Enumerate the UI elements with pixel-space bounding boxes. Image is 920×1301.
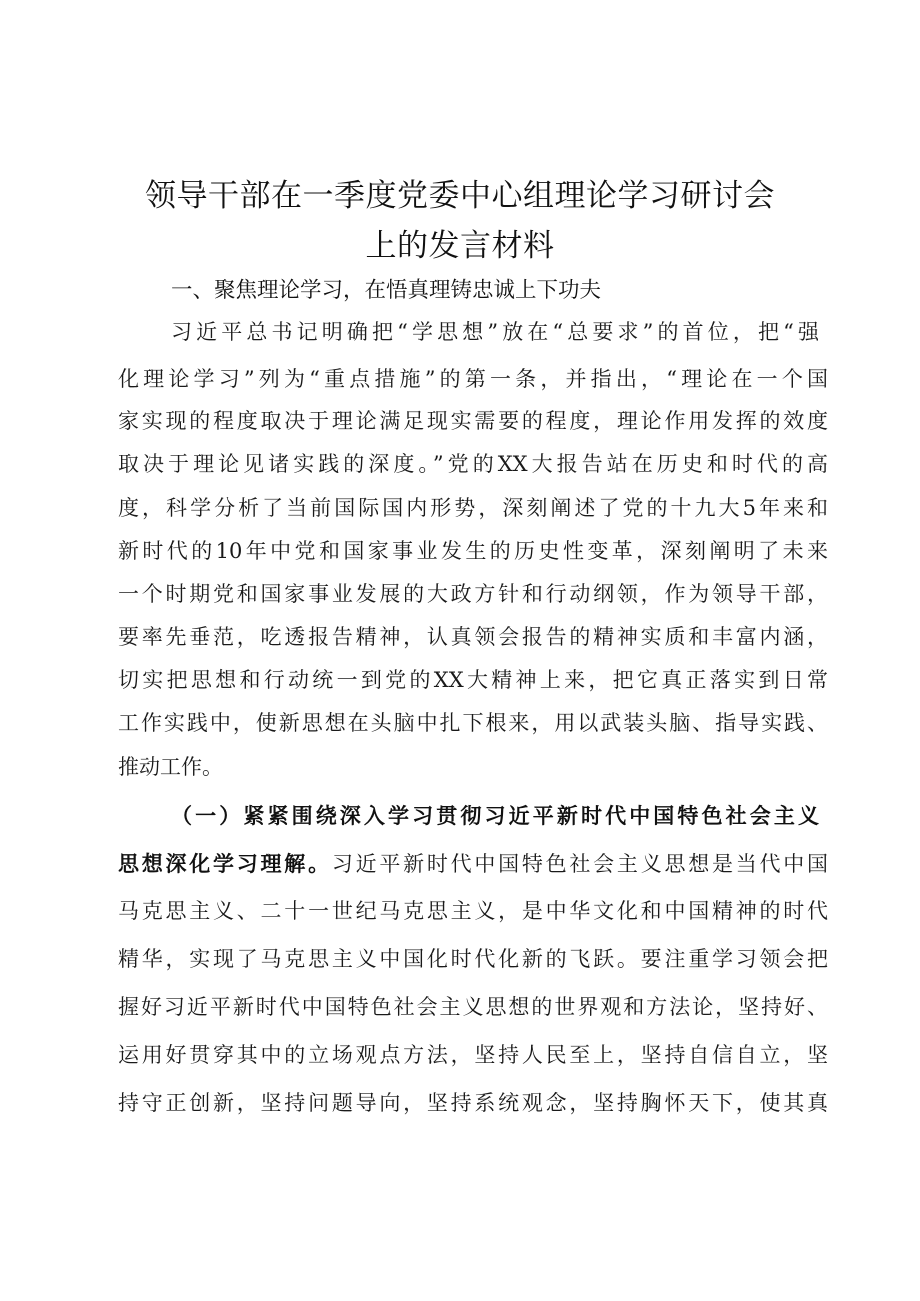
document-title-line-2: 上的发言材料 <box>365 228 555 264</box>
paragraph-line: 要率先垂范，吃透报告精神，认真领会报告的精神实质和丰富内涵， <box>118 625 828 649</box>
paragraph-line: 度，科学分析了当前国际国内形势，深刻阐述了党的十九大5年来和 <box>118 496 828 520</box>
paragraph-line: 握好习近平新时代中国特色社会主义思想的世界观和方法论，坚持好、 <box>118 995 828 1019</box>
section-heading: 一、聚焦理论学习，在悟真理铸忠诚上下功夫 <box>171 278 602 303</box>
paragraph-text: 习近平新时代中国特色社会主义思想是当代中国 <box>331 852 828 876</box>
paragraph-line: 推动工作。 <box>118 755 223 779</box>
document-title-line-1: 领导干部在一季度党委中心组理论学习研讨会 <box>145 178 775 214</box>
paragraph-line: 一个时期党和国家事业发展的大政方针和行动纲领，作为领导干部， <box>118 582 828 606</box>
paragraph-line: 取决于理论见诸实践的深度。”党的XX大报告站在历史和时代的高 <box>118 452 828 476</box>
subsection-heading-line <box>171 805 819 827</box>
paragraph-line: 运用好贯穿其中的立场观点方法，坚持人民至上，坚持自信自立，坚 <box>118 1043 828 1067</box>
paragraph-line: 新时代的10年中党和国家事业发生的历史性变革，深刻阐明了未来 <box>118 539 828 563</box>
paragraph-line: 化理论学习”列为“重点措施”的第一条，并指出，“理论在一个国 <box>118 367 828 391</box>
paragraph-line: 家实现的程度取决于理论满足现实需要的程度，理论作用发挥的效度 <box>118 409 828 433</box>
paragraph-line <box>118 853 828 875</box>
paragraph-line: 精华，实现了马克思主义中国化时代化新的飞跃。要注重学习领会把 <box>118 947 828 971</box>
paragraph-line: 工作实践中，使新思想在头脑中扎下根来，用以武装头脑、指导实践、 <box>118 711 828 735</box>
paragraph-line: 马克思主义、二十一世纪马克思主义，是中华文化和中国精神的时代 <box>118 899 828 923</box>
paragraph-line: 习近平总书记明确把“学思想”放在“总要求”的首位，把“强 <box>171 320 819 344</box>
subsection-heading: （一）紧紧围绕深入学习贯彻习近平新时代中国特色社会主义 <box>171 803 819 828</box>
subsection-heading-end: 思想深化学习理解。 <box>118 851 332 876</box>
paragraph-line: 切实把思想和行动统一到党的XX大精神上来，把它真正落实到日常 <box>118 668 828 692</box>
paragraph-line: 持守正创新，坚持问题导向，坚持系统观念，坚持胸怀天下，使其真 <box>118 1091 828 1115</box>
